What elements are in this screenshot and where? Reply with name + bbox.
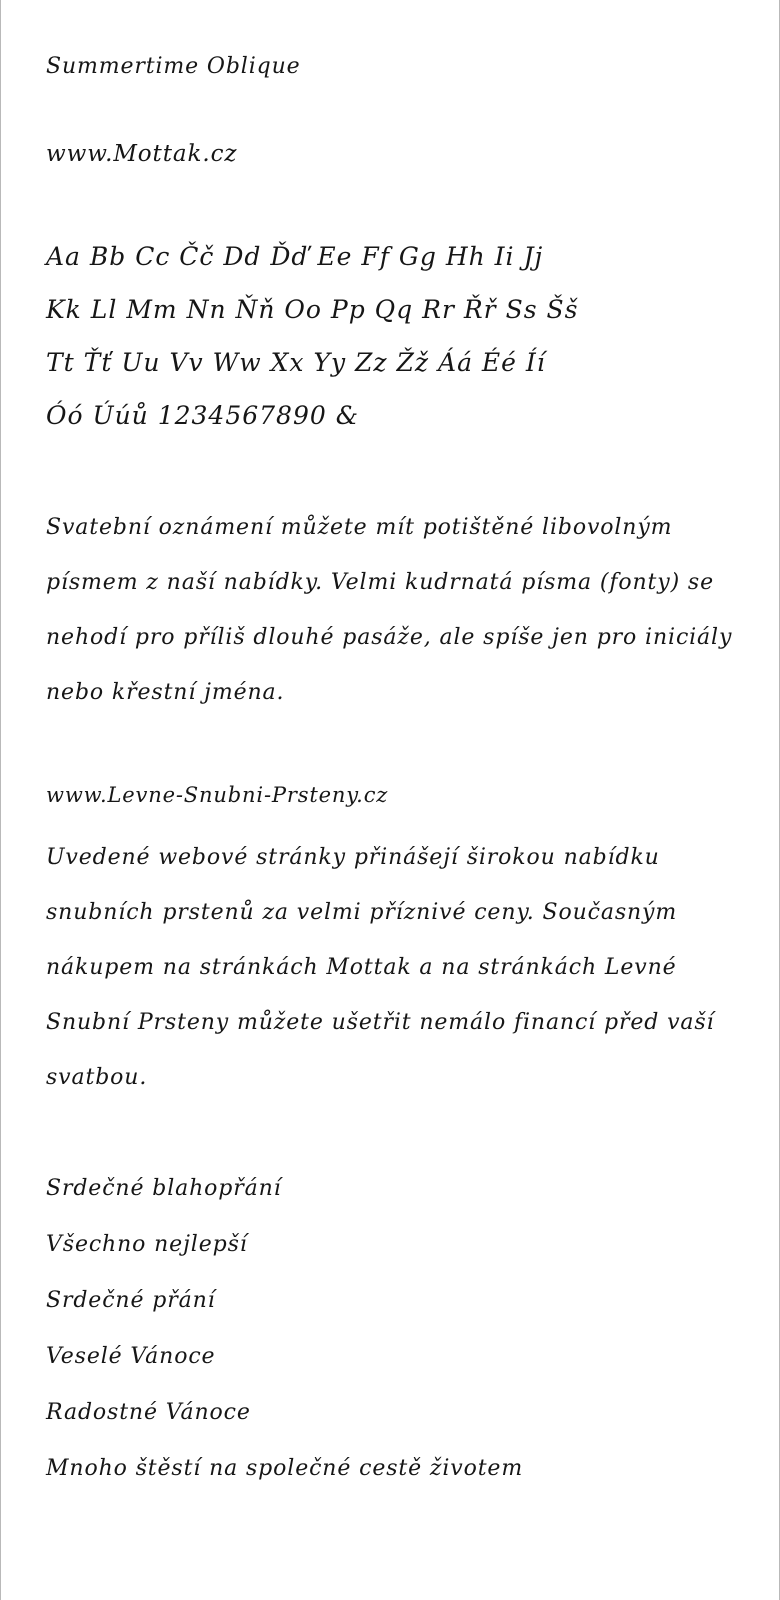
sample-paragraph-primary: Svatební oznámení můžete mít potištěné libovolným písmem z naší nabídky. Velmi kudrnatá písma (fonty) se nehodí pro příliš dlouhé pasáže, ale spíše jen pro iniciály nebo křestní jména. — [46, 515, 733, 705]
website-secondary: www.Levne-Snubni-Prsteny.cz — [46, 783, 389, 807]
wish-item: Všechno nejlepší — [46, 1232, 248, 1257]
page-content — [46, 0, 750, 1600]
wishes-list — [46, 1161, 750, 1497]
wish-item: Srdečné blahopřání — [46, 1176, 282, 1201]
glyph-line-1: Aa Bb Cc Čč Dd Ďď Ee Ff Gg Hh Ii Jj — [46, 242, 544, 271]
glyph-set — [46, 230, 750, 442]
website-primary: www.Mottak.cz — [46, 141, 238, 167]
glyph-line-2: Kk Ll Mm Nn Ňň Oo Pp Qq Rr Řř Ss Šš — [46, 295, 579, 324]
wish-item: Radostné Vánoce — [46, 1400, 251, 1425]
sample-paragraph-secondary: Uvedené webové stránky přinášejí širokou nabídku snubních prstenů za velmi příznivé ceny. Současným nákupem na stránkách Mottak a na stránkách Levné Snubní Prsteny můžete ušetřit nemálo financí před vaší svatbou. — [46, 845, 715, 1090]
wish-item: Srdečné přání — [46, 1288, 216, 1313]
wish-item: Mnoho štěstí na společné cestě životem — [46, 1456, 524, 1481]
wish-item: Veselé Vánoce — [46, 1344, 216, 1369]
glyph-line-4: Óó Úúů 1234567890 & — [46, 401, 359, 430]
glyph-line-3: Tt Ťť Uu Vv Ww Xx Yy Zz Žž Áá Éé Íí — [46, 348, 546, 377]
font-name-title: Summertime Oblique — [46, 54, 301, 79]
